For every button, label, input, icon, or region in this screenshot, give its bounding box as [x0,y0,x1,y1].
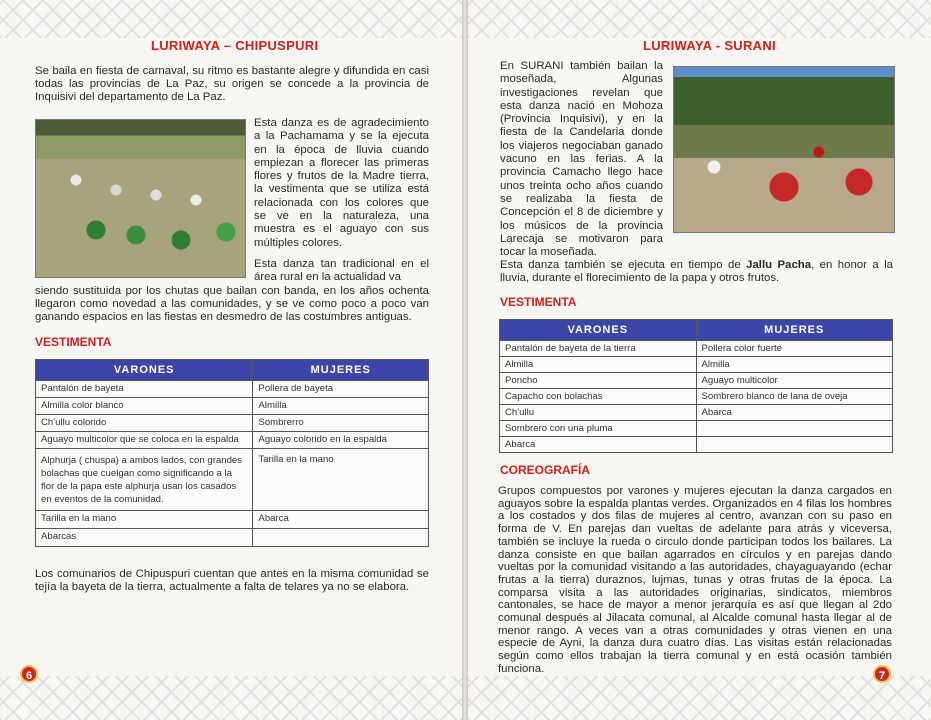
table-cell: Abarcas [36,529,253,547]
dance-photo [35,119,246,278]
costume-table [499,319,893,453]
table-cell: Almilla [696,357,893,373]
description-paragraph: Esta danza es de agradecimiento a la Pachamama y se la ejecuta en la época de lluvia cuando empiezan a florecer las primeras flores y frutos de la Madre tierra, la vestimenta que se utiliza está relacionada con los colores que se ve en la naturaleza, una muestra es el aguayo con sus múltiples colores. [254,117,429,249]
table-cell: Tarilla en la mano [253,449,429,511]
table-row [500,341,893,357]
table-cell: Aguayo colorido en la espalda [253,432,429,449]
page-number: 6 [20,665,38,683]
table-cell: Almilla [500,357,697,373]
table-cell: Pollera de bayeta [253,381,429,398]
top-pattern [468,0,931,38]
table-row [500,357,893,373]
table-row [36,381,429,398]
costume-table [35,359,429,547]
table-cell: Abarca [500,437,697,453]
origin-paragraph: En SURANI también bailan la moseñada, Algunas investigaciones revelan que esta danza nació en Mohoza (Provincia Inquisivi), y en la fiesta de la Candelaria donde los viajeros negociaban ganado vacuno en las ferias. A la provincia Camacho llego hace unos treinta ocho años cuando se realizaba la fiesta de Concepción el 8 de diciembre y los músicos de la provincia Larecaja se motivaron para tocar la moseñada. [500,60,663,259]
table-cell: Sombrero blanco de lana de oveja [696,389,893,405]
table-cell: Abarca [253,511,429,529]
table-row [36,432,429,449]
table-row [500,405,893,421]
table-cell: Aguayo multicolor que se coloca en la espalda [36,432,253,449]
table-row [36,529,429,547]
intro-paragraph: Se baila en fiesta de carnaval, su ritmo es bastante alegre y difundida en casi todas las provincias de La Paz, su origen se concede a la provincia de Inquisivi del departamento de La Paz. [35,65,429,104]
page-title: LURIWAYA – CHIPUSPURI [151,38,319,53]
top-pattern [0,0,462,38]
table-cell [253,529,429,547]
section-title: VESTIMENTA [35,335,112,349]
table-cell: Sombrerro [253,415,429,432]
table-row [500,389,893,405]
bottom-pattern [0,676,462,720]
table-row [36,449,429,511]
paragraph-text: Esta danza también se ejecuta en tiempo de [500,259,747,271]
table-cell: Pantalón de bayeta [36,381,253,398]
table-cell: Poncho [500,373,697,389]
table-cell [696,421,893,437]
closing-paragraph: Los comunarios de Chipuspuri cuentan que antes en la misma comunidad se tejía la bayeta de la tierra, actualmente a falta de telares ya no se elabora. [35,568,429,594]
header-women: MUJERES [253,360,429,381]
table-cell: Sombrero con una pluma [500,421,697,437]
table-row [500,421,893,437]
jallu-pacha-paragraph [500,259,893,285]
season-name: Jallu Pacha [746,259,812,271]
tradition-paragraph-end: siendo sustituida por los chutas que bailan con banda, en los años ochenta llegaron como novedad a las comunidades, y se ve como poco a poco van ganando espacios en las fiestas en desmedro de las costumbres antiguas. [35,285,429,324]
table-cell: Ch'ullu [500,405,697,421]
tradition-paragraph-start: Esta danza tan tradicional en el área rural en la actualidad va [254,258,429,284]
table-header-row [500,320,893,341]
bottom-pattern [468,676,931,720]
header-men: VARONES [500,320,697,341]
table-header-row [36,360,429,381]
table-cell: Pantalón de bayeta de la tierra [500,341,697,357]
choreography-paragraph: Grupos compuestos por varones y mujeres ejecutan la danza cargados en aguayos sobre la espalda plantas verdes. Organizados en 4 filas los hombres a los costados y dos filas de mujeres al centro, avanzan con su paso en forma de V. En parejas dan vueltas de adelante para atrás y viceversa, también se incluye la rueda o circulo donde participan todos los bailares. La danza consiste en que bailan agarrados en círculos y en parejas dando vueltas por la comunidad visitando a las autoridades, chayaguayando (echar frutas a la tierra) duraznos, lujmas, tunas y otras frutas de la época. La comparsa visita a las autoridades originarias, sindicatos, miembros cantonales, se hace de mayor a menor jerarquía es así que llegan al 2do comunal después al Jilacata comunal, al Alcalde comunal hasta llegar al de menor rango. A veces van a otras comunidades y otras vienen en una especie de Ayni, la danza dura cuatro días. Las visitas están relacionadas según como ellos trabajan la tierra comunal y en está ocasión también funciona. [498,485,892,675]
table-row [500,373,893,389]
table-cell [696,437,893,453]
left-page [0,0,462,720]
table-cell: Capacho con bolachas [500,389,697,405]
table-cell: Pollera color fuerte [696,341,893,357]
table-cell: Almilla [253,398,429,415]
paragraph-text: , en honor a la lluvia, durante el florecimiento de la papa y otros frutos. [500,259,893,285]
header-men: VARONES [36,360,253,381]
table-row [36,511,429,529]
choreography-title: COREOGRAFÍA [500,463,590,477]
page-title: LURIWAYA - SURANI [643,38,776,53]
table-cell: Abarca [696,405,893,421]
table-cell: Tarilla en la mano [36,511,253,529]
page-number: 7 [873,665,891,683]
table-cell: Almilla color blanco [36,398,253,415]
table-cell: Alphurja ( chuspa) a ambos lados, con grandes bolachas que cuelgan como significando a la flor de la papa este alphurja usan los casados en eventos de la comunidad. [36,449,253,511]
section-title: VESTIMENTA [500,295,577,309]
table-row [36,398,429,415]
header-women: MUJERES [696,320,893,341]
dance-photo [673,66,895,233]
table-cell: Aguayo multicolor [696,373,893,389]
table-cell: Ch'ullu colorido [36,415,253,432]
table-row [500,437,893,453]
table-row [36,415,429,432]
